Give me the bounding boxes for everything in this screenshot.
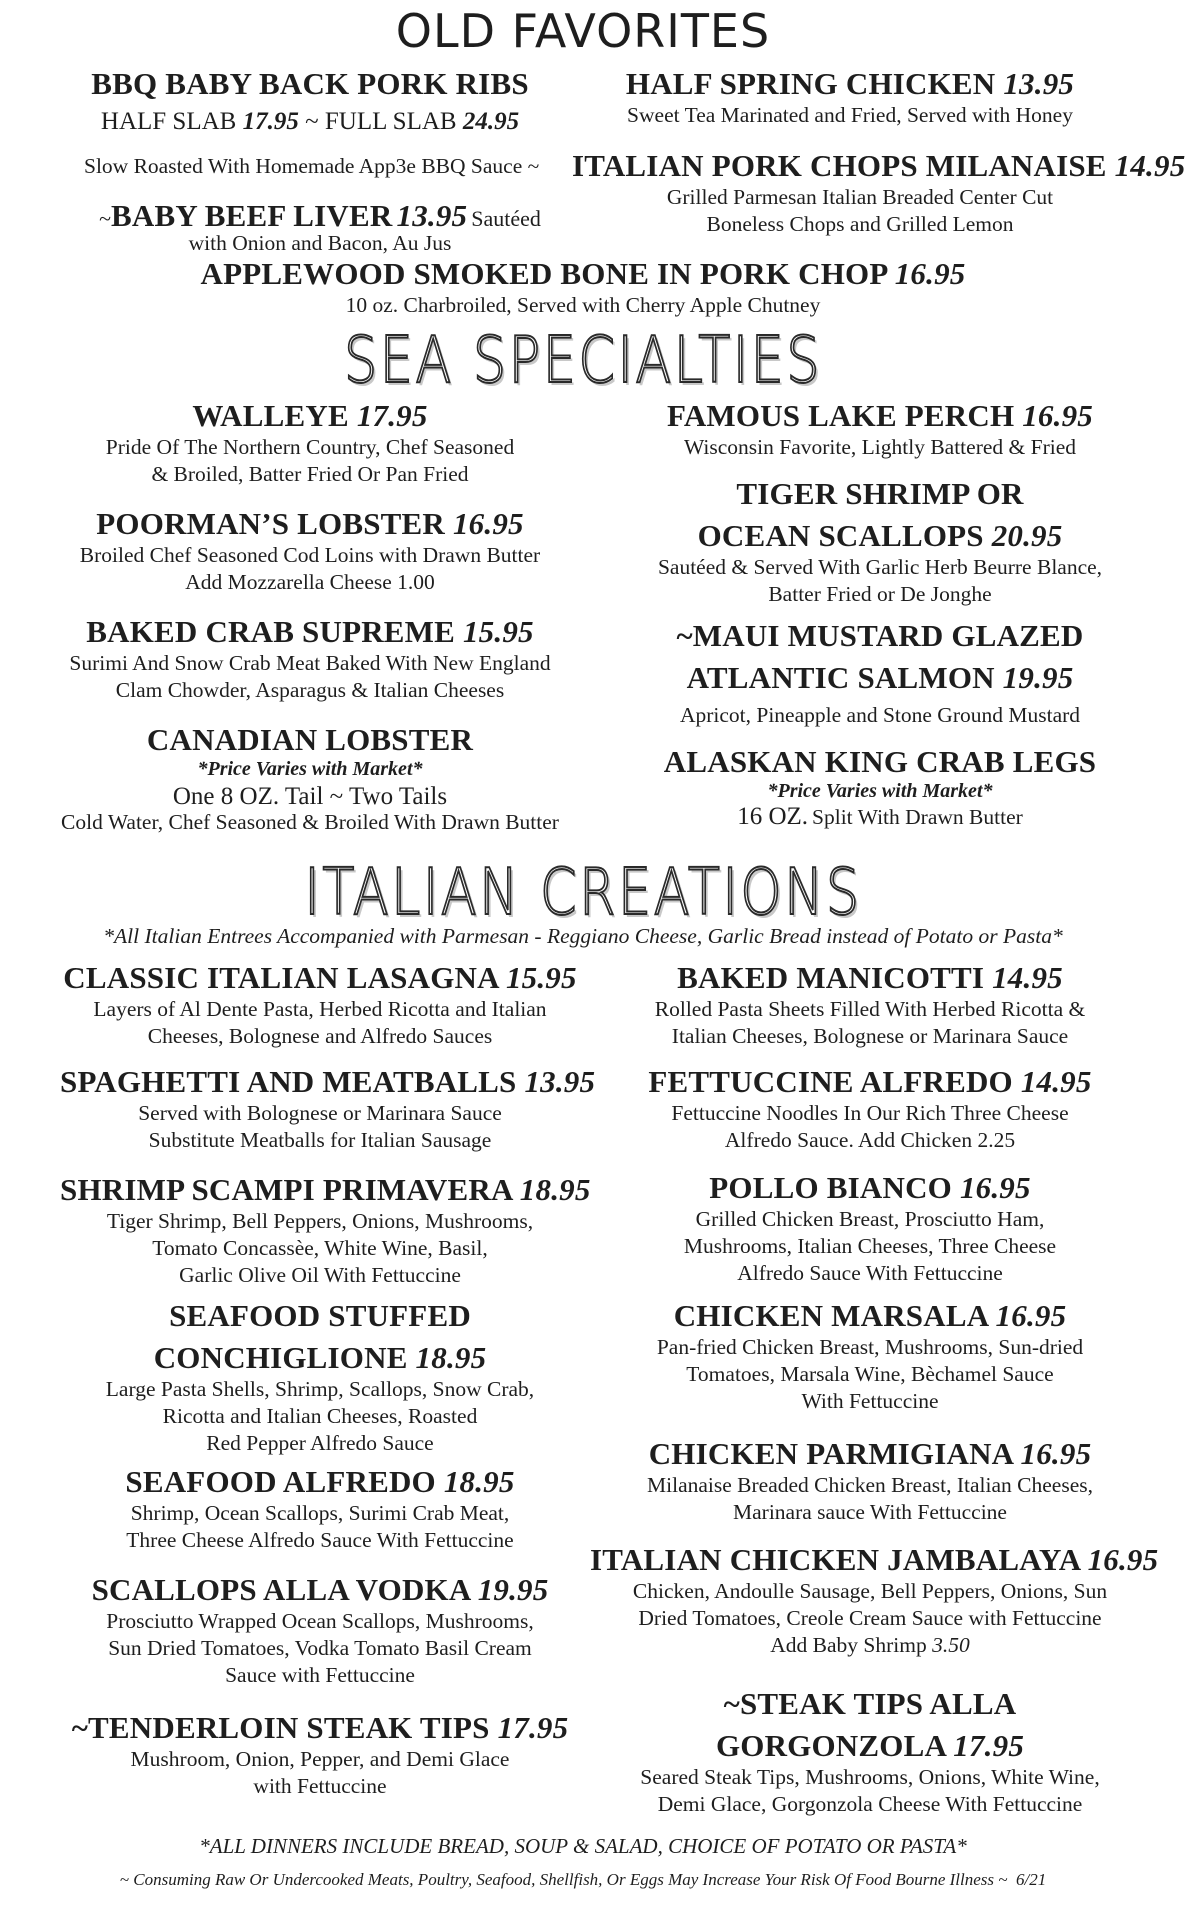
item-desc [60,996,580,1050]
item-name-text: STEAK TIPS ALLA [739,1686,1017,1721]
item-desc [590,996,1150,1050]
item-name: BBQ BABY BACK PORK RIBS [91,66,529,101]
footer-dinners-note: *ALL DINNERS INCLUDE BREAD, SOUP & SALAD, CHOICE OF POTATO OR PASTA* [199,1834,967,1858]
item-name [60,1064,596,1100]
item-name [60,1710,580,1746]
slab-prices: HALF SLAB 17.95 ~ FULL SLAB 24.95 [100,108,520,135]
item-desc [590,1334,1150,1415]
menu-item-lake-perch: FAMOUS LAKE PERCH 16.95 Wisconsin Favorite, Lightly Battered & Fried [667,398,1093,459]
item-desc [60,1208,580,1289]
menu-item-poormans-lobster: POORMAN’S LOBSTER 16.95 Broiled Chef Seasoned Cod Loins with Drawn Butter Add Mozzarella Cheese 1.00 [79,506,541,594]
menu-item [60,1572,580,1689]
desc-line: Marinara sauce With Fettuccine [733,1500,1007,1524]
item-price: 14.95 [992,960,1063,995]
item-name [60,1464,580,1500]
desc-line: Rolled Pasta Sheets Filled With Herbed Ricotta & [654,997,1086,1021]
item-price: 16.95 [959,1170,1031,1205]
item-name-line: SEAFOOD STUFFED [169,1298,471,1333]
menu-item-bbq-ribs [60,66,560,136]
desc-line: Grilled Chicken Breast, Prosciutto Ham, [695,1207,1045,1231]
item-price: 16.95 [1020,1436,1092,1471]
item-price: 13.95 [524,1064,596,1099]
item-name-text: GORGONZOLA [715,1728,946,1763]
item-name [590,1064,1150,1100]
item-name-text: SEAFOOD ALFREDO [125,1464,436,1499]
desc-line: Pan-fried Chicken Breast, Mushrooms, Sun-dried [656,1335,1084,1359]
menu-item-beef-liver: ~BABY BEEF LIVER 13.95 Sautéed with Onion and Bacon, Au Jus [99,198,541,255]
item-price: 19.95 [477,1572,549,1607]
item-name-text: FETTUCCINE ALFREDO [648,1064,1013,1099]
tilde-mark: ~ [723,1686,740,1721]
item-price: 18.95 [415,1340,487,1375]
desc-line: Sun Dried Tomatoes, Vodka Tomato Basil Cream [108,1636,532,1660]
menu-item-walleye: WALLEYE 17.95 Pride Of The Northern Country, Chef Seasoned & Broiled, Batter Fried Or Pan Fried [105,398,515,486]
item-desc [60,1100,580,1154]
item-name [60,1340,580,1376]
desc-line: Tomato Concassèe, White Wine, Basil, [152,1236,488,1260]
tilde-mark: ~ [71,1710,89,1745]
item-desc [590,1578,1150,1659]
item-desc [590,1206,1150,1287]
menu-item-canadian-lobster: CANADIAN LOBSTER *Price Varies with Market* One 8 OZ. Tail ~ Two Tails Cold Water, Chef Seasoned & Broiled With Drawn Butter [61,722,559,834]
desc-line: Mushroom, Onion, Pepper, and Demi Glace [130,1747,510,1771]
menu-item [60,1064,596,1154]
item-name-text: CONCHIGLIONE [153,1340,408,1375]
desc-extra: Add Baby Shrimp 3.50 [770,1633,970,1657]
item-price: 14.95 [1020,1064,1092,1099]
item-name-text: BAKED MANICOTTI [677,960,985,995]
desc-line: Tiger Shrimp, Bell Peppers, Onions, Mushrooms, [106,1209,534,1233]
desc-line: Chicken, Andoulle Sausage, Bell Peppers, Onions, Sun [632,1579,1108,1603]
desc-line: Italian Cheeses, Bolognese or Marinara Sauce [671,1024,1069,1048]
item-desc [60,1608,580,1689]
menu-item [60,1710,580,1800]
item-name-text: CHICKEN PARMIGIANA [648,1436,1013,1471]
desc-line: Served with Bolognese or Marinara Sauce [138,1101,502,1125]
item-price: 18.95 [443,1464,515,1499]
item-name-text: SPAGHETTI AND MEATBALLS [60,1064,517,1099]
menu-item-crab-supreme: BAKED CRAB SUPREME 15.95 Surimi And Snow Crab Meat Baked With New England Clam Chowder, Asparagus & Italian Cheeses [69,614,551,702]
item-name-text: CLASSIC ITALIAN LASAGNA [63,960,498,995]
item-price: 15.95 [505,960,577,995]
desc-line: With Fettuccine [801,1389,939,1413]
item-desc [60,1376,580,1457]
menu-item [590,1436,1150,1526]
desc-line: Ricotta and Italian Cheeses, Roasted [162,1404,478,1428]
item-name-pork-chops-milanaise: ITALIAN PORK CHOPS MILANAISE 14.95 [572,148,1185,183]
desc-line: Tomatoes, Marsala Wine, Bèchamel Sauce [686,1362,1054,1386]
desc-line: Alfredo Sauce With Fettuccine [737,1261,1003,1285]
item-name [590,1542,1159,1578]
footer-warning: ~ Consuming Raw Or Undercooked Meats, Poultry, Seafood, Shellfish, Or Eggs May Increase Your Risk Of Food Bourne Illness ~ 6/21 [119,1870,1047,1889]
desc-line: Garlic Olive Oil With Fettuccine [179,1263,461,1287]
desc-line: with Fettuccine [253,1774,387,1798]
section-title-italian-creations: ITALIAN CREATIONS [304,856,862,930]
menu-item [590,1686,1150,1818]
item-price: 18.95 [519,1172,591,1207]
item-price: 17.95 [497,1710,569,1745]
item-name-text: SHRIMP SCAMPI PRIMAVERA [60,1172,512,1207]
item-price: 16.95 [995,1298,1067,1333]
item-name-text: SCALLOPS ALLA VODKA [91,1572,470,1607]
desc-line: Three Cheese Alfredo Sauce With Fettuccine [126,1528,514,1552]
menu-item [60,1298,580,1457]
item-name-text: CHICKEN MARSALA [673,1298,988,1333]
item-desc [590,1472,1150,1526]
menu-item [590,960,1150,1050]
menu-item [590,1170,1150,1287]
desc-line: Substitute Meatballs for Italian Sausage [148,1128,492,1152]
section-title-sea-specialties: SEA SPECIALTIES [343,324,823,398]
desc-line: Shrimp, Ocean Scallops, Surimi Crab Meat, [130,1501,510,1525]
item-desc [60,1500,580,1554]
item-desc [590,1764,1150,1818]
desc-line: Seared Steak Tips, Mushrooms, Onions, White Wine, [640,1765,1100,1789]
menu-item-spring-chicken [600,66,1100,129]
desc-line: Mushrooms, Italian Cheeses, Three Cheese [683,1234,1057,1258]
menu-item-king-crab: ALASKAN KING CRAB LEGS *Price Varies with Market* 16 OZ. Split With Drawn Butter [663,744,1097,830]
menu-item [60,1172,591,1289]
item-name: HALF SPRING CHICKEN 13.95 [625,66,1075,101]
item-name [590,1298,1150,1334]
desc-line: Sauce with Fettuccine [225,1663,415,1687]
menu-item [60,960,580,1050]
menu-item [590,1064,1150,1154]
ribs-desc: Slow Roasted With Homemade App3e BBQ Sauce ~ [84,154,540,178]
item-name [60,1572,580,1608]
italian-note: *All Italian Entrees Accompanied with Parmesan - Reggiano Cheese, Garlic Bread instead of Potato or Pasta* [103,924,1063,948]
item-name [60,960,580,996]
desc-line: Milanaise Breaded Chicken Breast, Italian Cheeses, [647,1473,1093,1497]
menu-item [590,1298,1150,1415]
item-desc: Sweet Tea Marinated and Fried, Served with Honey [627,103,1073,127]
pork-chops-desc: Grilled Parmesan Italian Breaded Center Cut Boneless Chops and Grilled Lemon [666,185,1054,236]
item-name [590,960,1150,996]
section-title-old-favorites: OLD FAVORITES [395,4,771,58]
desc-line: Red Pepper Alfredo Sauce [206,1431,434,1455]
item-name-text: TENDERLOIN STEAK TIPS [88,1710,490,1745]
desc-line: Large Pasta Shells, Shrimp, Scallops, Snow Crab, [105,1377,535,1401]
menu-item-salmon: ~MAUI MUSTARD GLAZED ATLANTIC SALMON 19.95 Apricot, Pineapple and Stone Ground Mustard [676,618,1084,727]
item-price: 16.95 [1087,1542,1159,1577]
item-price: 17.95 [953,1728,1025,1763]
item-name [590,1436,1150,1472]
menu-item [590,1542,1159,1659]
item-name-line [590,1686,1150,1722]
desc-line: Prosciutto Wrapped Ocean Scallops, Mushrooms, [106,1609,534,1633]
desc-line: Cheeses, Bolognese and Alfredo Sauces [147,1024,493,1048]
desc-line: Dried Tomatoes, Creole Cream Sauce with Fettuccine [638,1606,1102,1630]
item-name-text: POLLO BIANCO [709,1170,952,1205]
desc-line: Alfredo Sauce. Add Chicken 2.25 [724,1128,1016,1152]
item-name-text: ITALIAN CHICKEN JAMBALAYA [590,1542,1080,1577]
item-name [590,1170,1150,1206]
desc-line: Demi Glace, Gorgonzola Cheese With Fettuccine [657,1792,1083,1816]
item-name [60,1172,591,1208]
desc-line: Fettuccine Noodles In Our Rich Three Cheese [671,1101,1069,1125]
menu-item-tiger-shrimp: TIGER SHRIMP OR OCEAN SCALLOPS 20.95 Sautéed & Served With Garlic Herb Beurre Blance, Batter Fried or De Jonghe [657,476,1103,606]
menu-item-applewood-pork-chop: APPLEWOOD SMOKED BONE IN PORK CHOP 16.95 10 oz. Charbroiled, Served with Cherry Apple Chutney [200,256,966,317]
item-desc [590,1100,1150,1154]
desc-line: Layers of Al Dente Pasta, Herbed Ricotta and Italian [93,997,547,1021]
item-desc [60,1746,580,1800]
item-name [590,1728,1150,1764]
menu-item [60,1464,580,1554]
